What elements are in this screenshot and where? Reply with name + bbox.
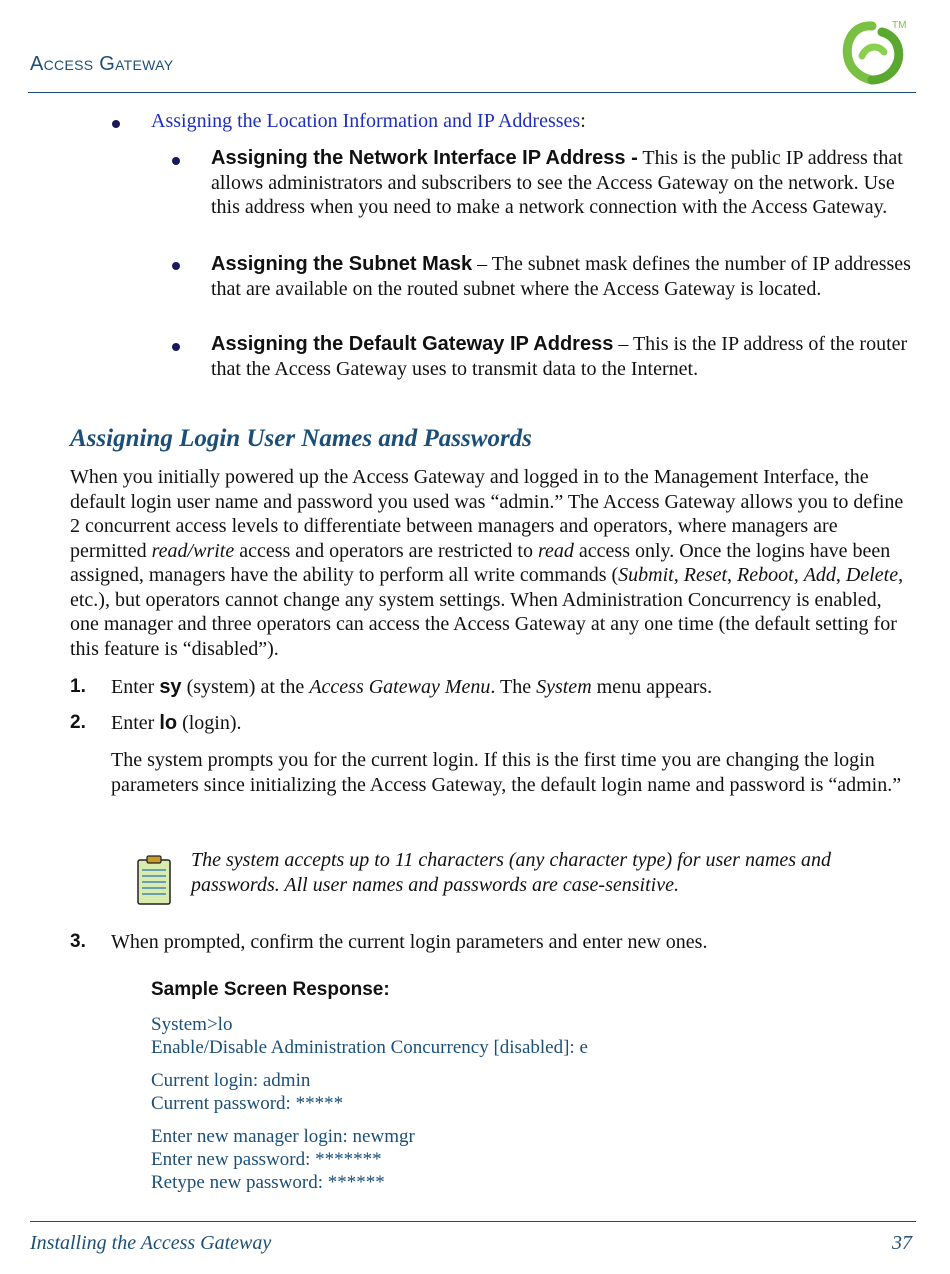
note-text: The system accepts up to 11 characters (any character type) for user names and passwords. All user names and passwords are case-sensitive. xyxy=(191,849,832,896)
company-logo-icon xyxy=(832,16,912,88)
sub-bullet-gateway xyxy=(211,332,916,381)
sample-label: Sample Screen Response: xyxy=(151,979,390,1000)
step-number: 1. xyxy=(70,676,86,697)
bullet-dot xyxy=(172,157,180,165)
step-2-detail: The system prompts you for the current login. If this is the first time you are changing the login parameters since initializing the Access Gateway, the default login name and password is “admin.” xyxy=(111,749,902,796)
code-line: Enter new manager login: newmgr xyxy=(151,1126,415,1147)
sub-bullet-title: Assigning the Network Interface IP Address - xyxy=(211,147,638,169)
sub-bullet-text: – The subnet mask defines the number of IP addresses that are available on the routed subnet where the Access Gateway is located. xyxy=(211,253,911,300)
step-number: 3. xyxy=(70,931,86,952)
bullet-dot xyxy=(112,120,120,128)
step-2: Enter lo (login). xyxy=(111,712,242,734)
step-1: Enter sy (system) at the Access Gateway Menu. The System menu appears. xyxy=(111,676,713,698)
code-line: Current password: ***** xyxy=(151,1093,344,1114)
bullet-dot xyxy=(172,343,180,351)
footer-divider xyxy=(30,1221,916,1222)
step-number: 2. xyxy=(70,712,86,733)
sub-bullet-text: This is the public IP address that allows administrators and subscribers to see the Access Gateway on the network. Use this address when you need to make a network connection with the Access Gateway. xyxy=(211,147,903,218)
code-line: Enable/Disable Administration Concurrency [disabled]: e xyxy=(151,1037,588,1058)
top-bullet-suffix: : xyxy=(580,110,586,132)
page-number: 37 xyxy=(892,1232,912,1254)
code-line: Current login: admin xyxy=(151,1070,311,1091)
code-line: Retype new password: ****** xyxy=(151,1172,385,1193)
sub-bullet-text: – This is the IP address of the router that the Access Gateway uses to transmit data to the Internet. xyxy=(211,333,908,380)
logo-tm: TM xyxy=(892,20,907,31)
location-info-link[interactable]: Assigning the Location Information and IP Addresses xyxy=(151,110,581,132)
header-title: Access Gateway xyxy=(30,53,174,75)
intro-paragraph: When you initially powered up the Access Gateway and logged in to the Management Interface, the default login user name and password you used was “admin.” The Access Gateway allows you to define 2 concurrent access levels to differentiate between managers and operators, where managers are permitted read/write access and operators are restricted to read access only. Once the logins have been assigned, managers have the ability to perform all write commands (Submit, Reset, Reboot, Add, Delete, etc.), but operators cannot change any system settings. When Administration Concurrency is enabled, one manager and three operators can access the Access Gateway at any one time (the default setting for this feature is “disabled”). xyxy=(70,466,904,660)
bullet-dot xyxy=(172,262,180,270)
sub-bullet-title: Assigning the Default Gateway IP Address xyxy=(211,333,614,355)
top-bullet xyxy=(151,109,586,134)
code-line: System>lo xyxy=(151,1014,233,1035)
step-3: When prompted, confirm the current login parameters and enter new ones. xyxy=(111,931,708,953)
section-heading: Assigning Login User Names and Passwords xyxy=(70,425,532,452)
footer-chapter-title: Installing the Access Gateway xyxy=(30,1232,272,1254)
sub-bullet-title: Assigning the Subnet Mask xyxy=(211,253,473,275)
sub-bullet-ip xyxy=(211,146,916,220)
header-divider xyxy=(28,92,916,93)
command-sy: sy xyxy=(159,676,182,698)
command-lo: lo xyxy=(159,712,178,734)
sub-bullet-mask xyxy=(211,252,916,301)
code-line: Enter new password: ******* xyxy=(151,1149,382,1170)
notepad-icon xyxy=(136,854,172,906)
